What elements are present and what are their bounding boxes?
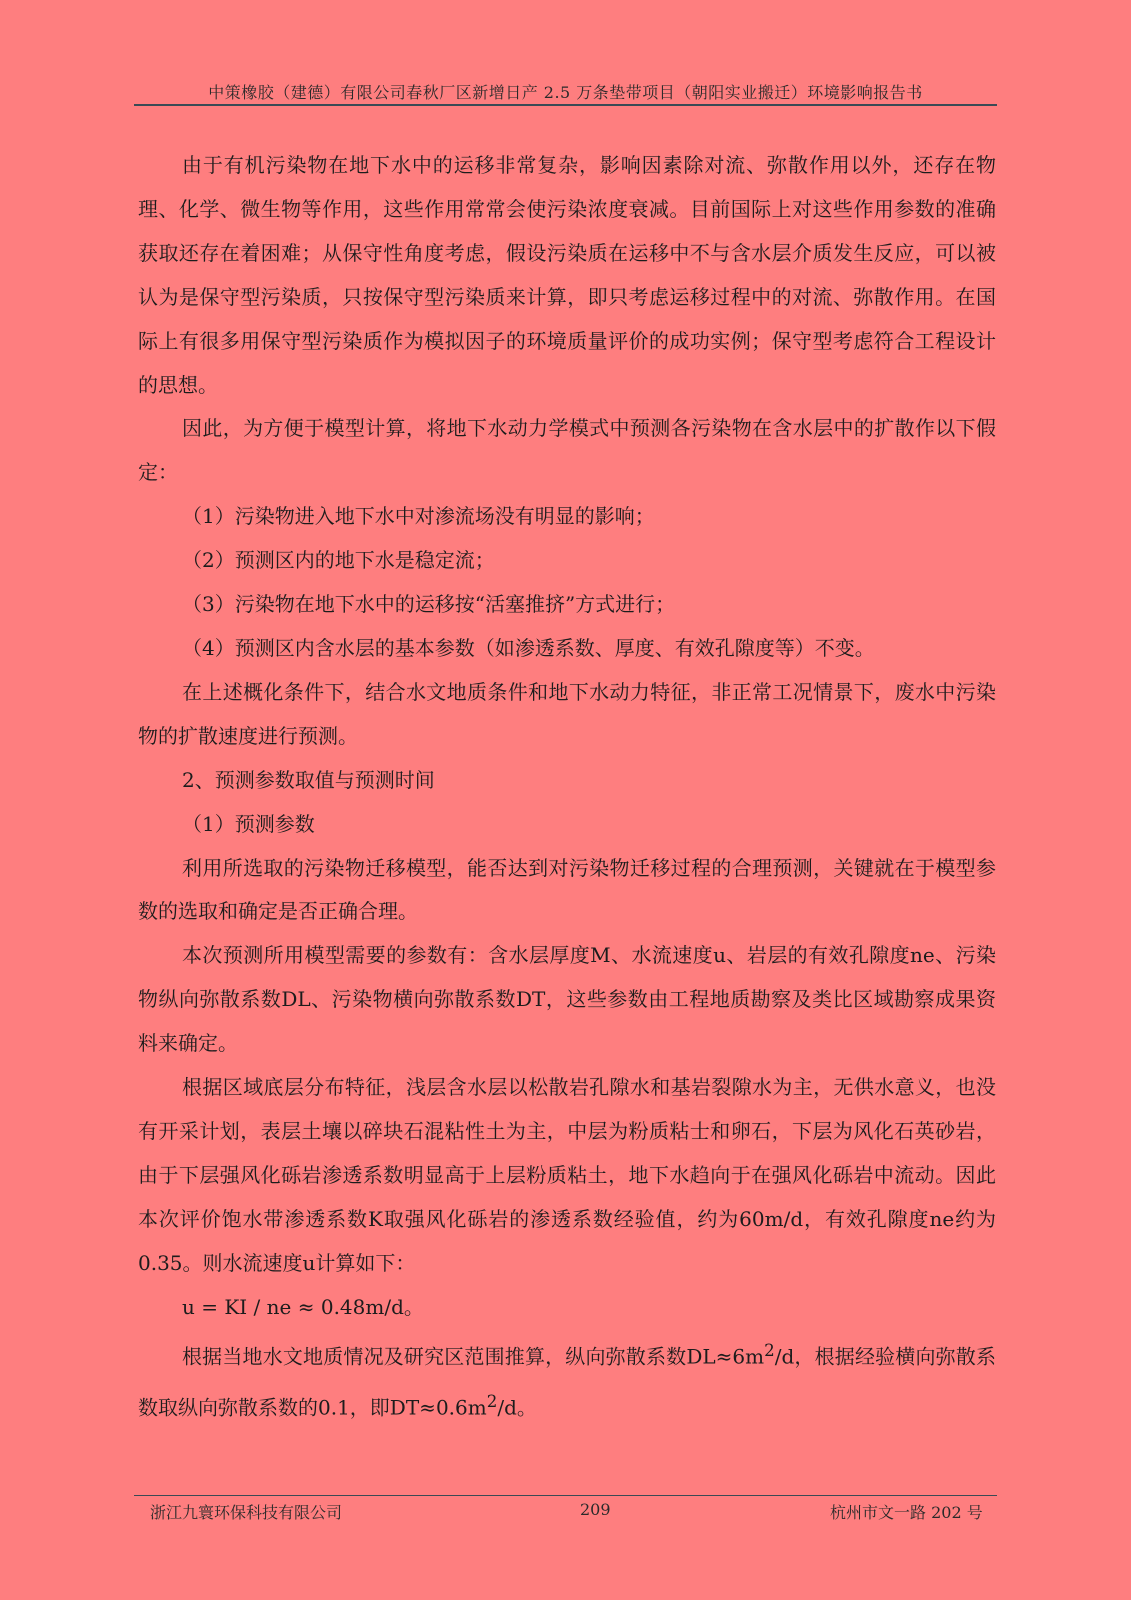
document-body (138, 144, 996, 1431)
superscript-2: 2 (486, 1392, 498, 1412)
superscript-2: 2 (764, 1341, 775, 1361)
assumption-4: （4）预测区内含水层的基本参数（如渗透系数、厚度、有效孔隙度等）不变。 (182, 635, 875, 660)
dispersion-text-part-2: /d，根据经验横向弥散系数取纵向弥散系数的0.1，即DT≈0.6m (138, 1345, 996, 1420)
paragraph-dispersion-coefficients (138, 1329, 996, 1430)
velocity-formula: u = KI / ne ≈ 0.48m/d。 (182, 1294, 424, 1319)
paragraph-required-parameters: 本次预测所用模型需要的参数有：含水层厚度M、水流速度u、岩层的有效孔隙度ne、污染物纵向弥散系数DL、污染物横向弥散系数DT，这些参数由工程地质勘察及类比区域勘察成果资料来确定。 (138, 943, 996, 1056)
footer-rule (134, 1495, 997, 1496)
assumption-3: （3）污染物在地下水中的运移按“活塞推挤”方式进行； (182, 592, 676, 617)
footer-address: 杭州市文一路 202 号 (830, 1503, 983, 1522)
assumption-2: （2）预测区内的地下水是稳定流； (182, 548, 495, 573)
page-number: 209 (580, 1500, 611, 1519)
subsection-heading-parameters: （1）预测参数 (182, 811, 315, 836)
dispersion-text-part-1: 根据当地水文地质情况及研究区范围推算，纵向弥散系数DL≈6m (182, 1345, 765, 1370)
paragraph-organic-pollutant-migration: 由于有机污染物在地下水中的运移非常复杂，影响因素除对流、弥散作用以外，还存在物理、化学、微生物等作用，这些作用常常会使污染浓度衰减。目前国际上对这些作用参数的准确获取还存在着困难；从保守性角度考虑，假设污染质在运移中不与含水层介质发生反应，可以被认为是保守型污染质，只按保守型污染质来计算，即只考虑运移过程中的对流、弥散作用。在国际上有很多用保守型污染质作为模拟因子的环境质量评价的成功实例；保守型考虑符合工程设计的思想。 (138, 153, 996, 397)
paragraph-prediction-conditions: 在上述概化条件下，结合水文地质条件和地下水动力特征，非正常工况情景下，废水中污染物的扩散速度进行预测。 (138, 679, 996, 748)
paragraph-model-parameter-selection: 利用所选取的污染物迁移模型，能否达到对污染物迁移过程的合理预测，关键就在于模型参数的选取和确定是否正确合理。 (138, 855, 996, 924)
paragraph-model-assumptions-intro: 因此，为方便于模型计算，将地下水动力学模式中预测各污染物在含水层中的扩散作以下假定： (138, 416, 996, 485)
dispersion-text-part-3: /d。 (497, 1395, 537, 1420)
footer-company: 浙江九寰环保科技有限公司 (150, 1503, 343, 1522)
document-header: 中策橡胶（建德）有限公司春秋厂区新增日产 2.5 万条垫带项目（朝阳实业搬迁）环境影响报告书 (208, 83, 923, 102)
section-heading-prediction-parameters: 2、预测参数取值与预测时间 (182, 767, 435, 792)
header-rule (134, 104, 997, 106)
paragraph-hydrogeology: 根据区域底层分布特征，浅层含水层以松散岩孔隙水和基岩裂隙水为主，无供水意义，也没有开采计划，表层土壤以碎块石混粘性土为主，中层为粉质粘士和卵石，下层为风化石英砂岩，由于下层强风化砾岩渗透系数明显高于上层粉质粘土，地下水趋向于在强风化砾岩中流动。因此本次评价饱水带渗透系数K取强风化砾岩的渗透系数经验值，约为60m/d，有效孔隙度ne约为0.35。则水流速度u计算如下： (138, 1075, 996, 1275)
assumption-1: （1）污染物进入地下水中对渗流场没有明显的影响； (182, 504, 655, 529)
